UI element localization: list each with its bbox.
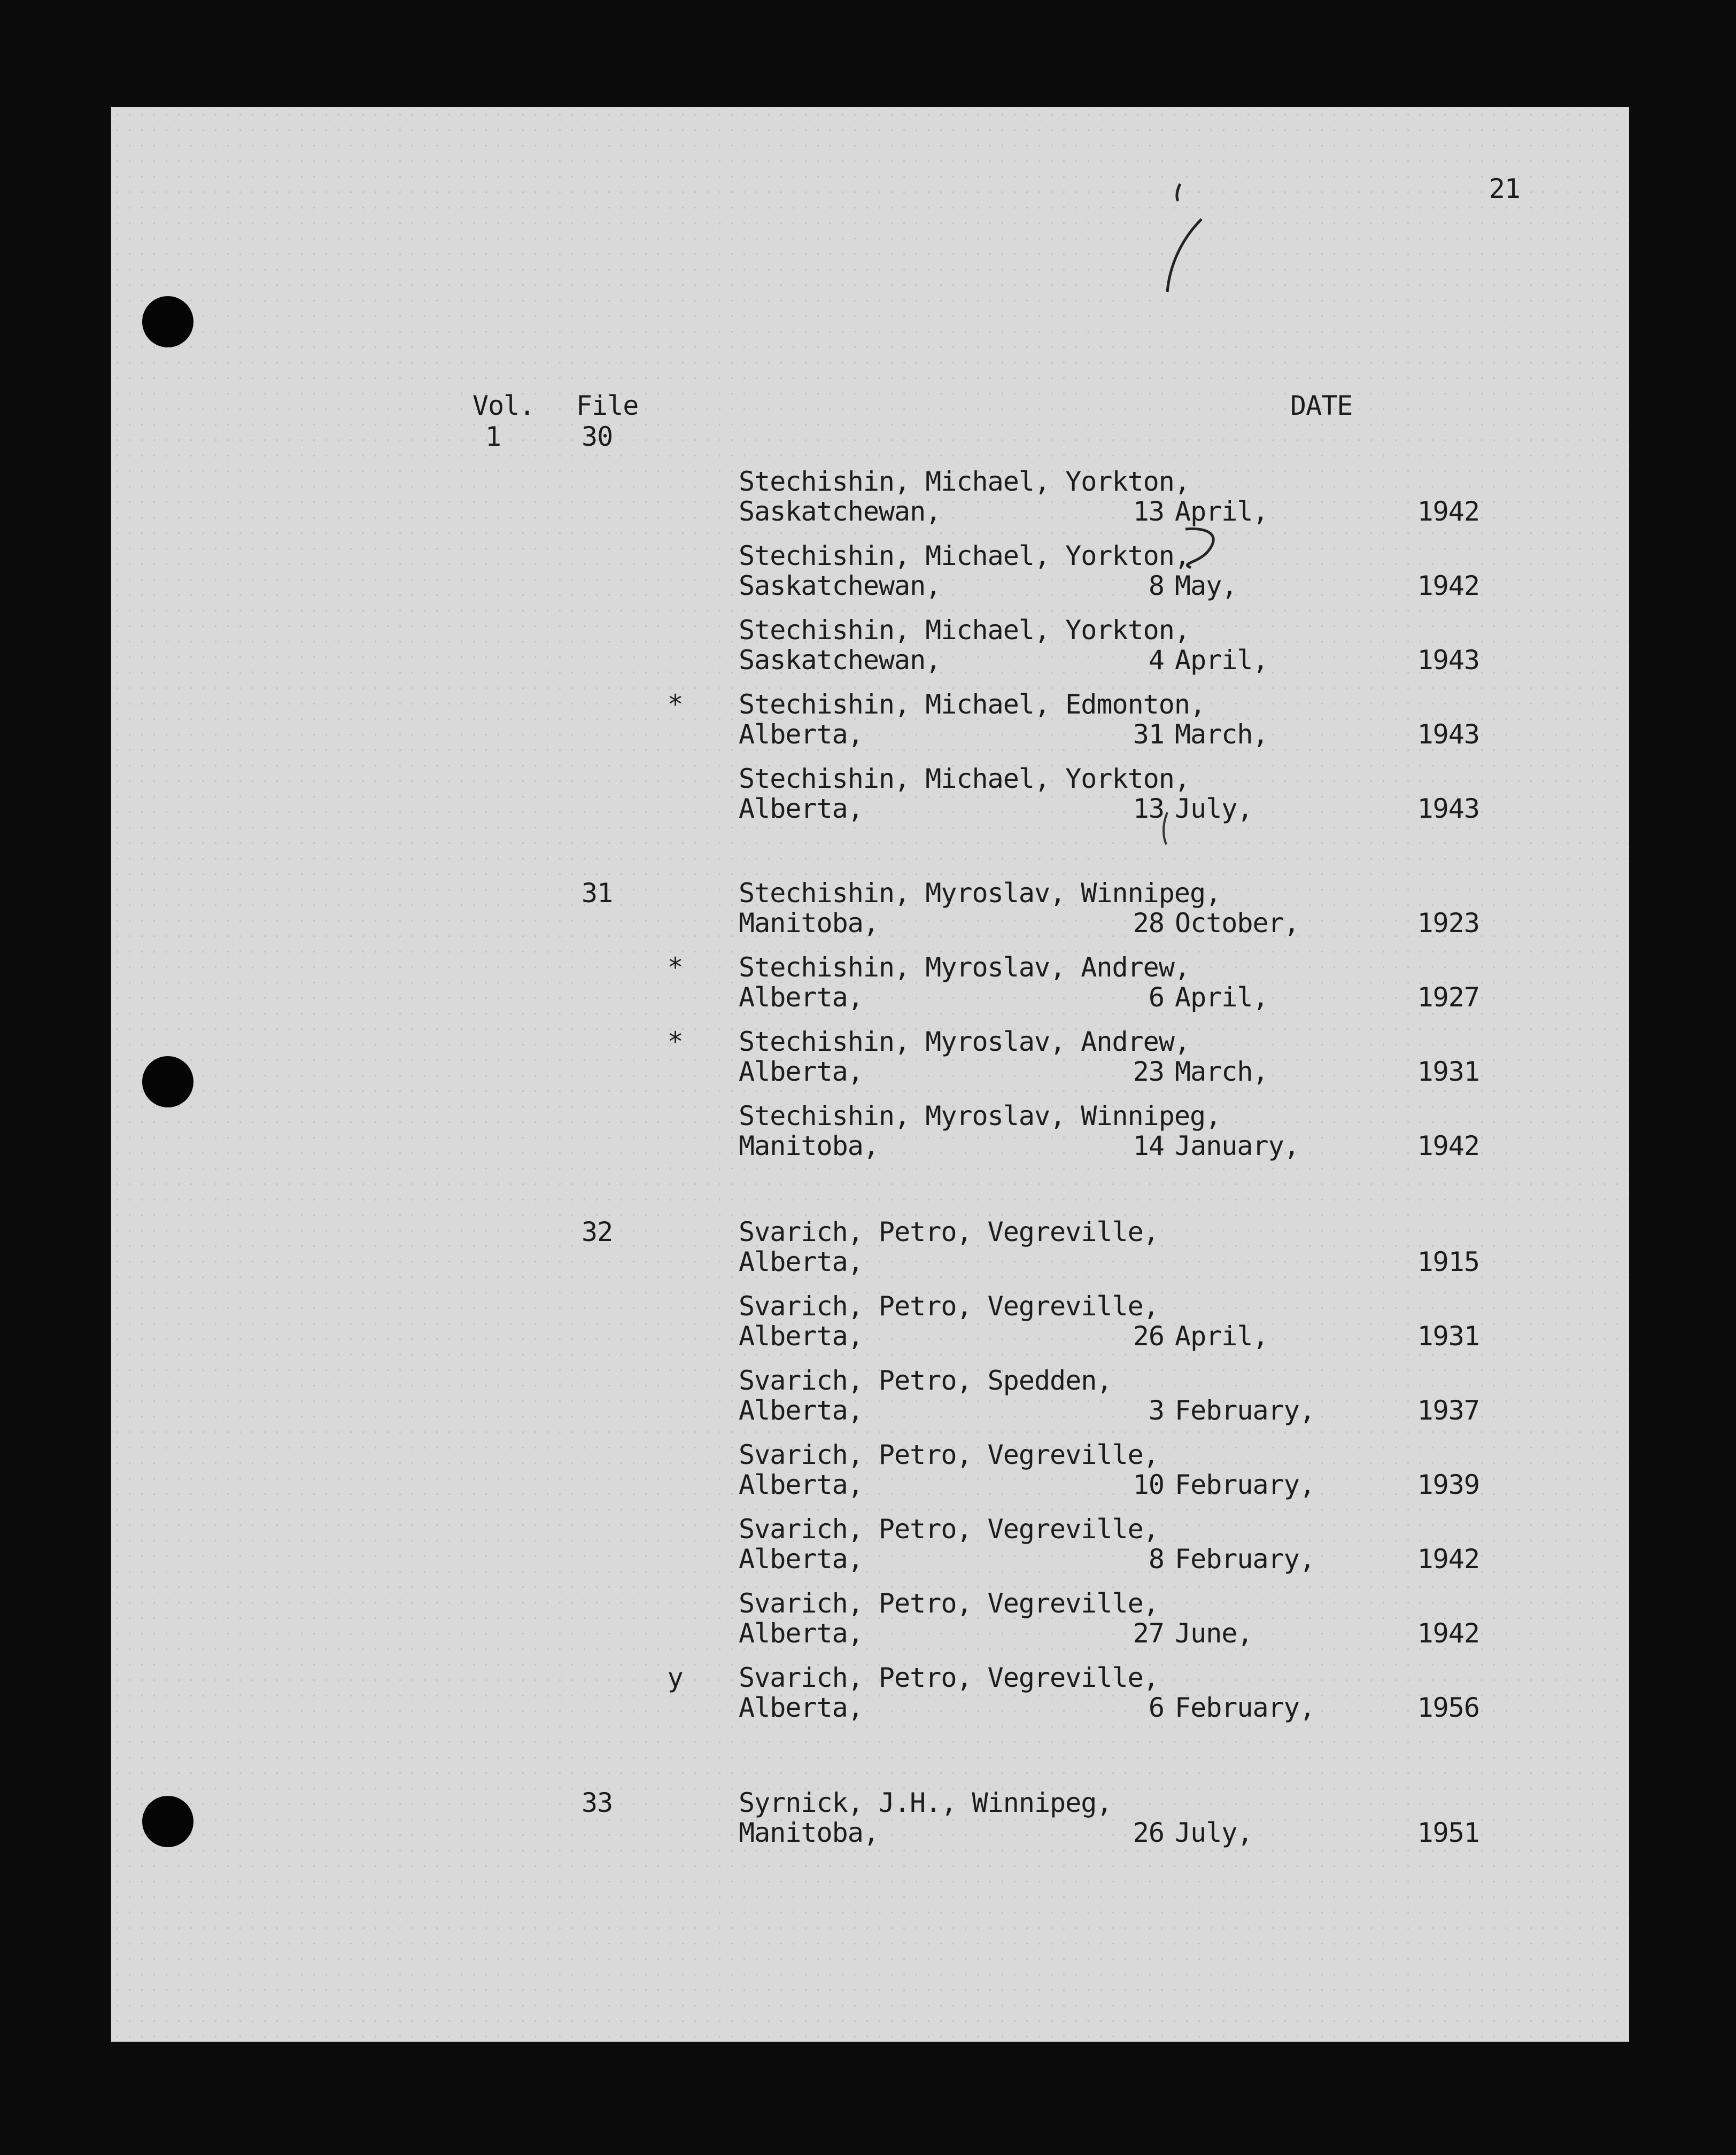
entry-year: 1942 [1417,570,1479,601]
entry-year: 1915 [1417,1246,1479,1277]
entry-month: March, [1175,719,1268,750]
file-number: 31 [582,878,613,909]
page-number: 21 [1489,173,1520,204]
entry-place-line: Alberta, [739,1618,863,1649]
entry-year: 1956 [1417,1692,1479,1723]
entry-day: 3 [1148,1395,1164,1426]
entry-day: 10 [1133,1469,1164,1500]
entry-name-line: Svarich, Petro, Vegreville, [739,1291,1159,1322]
entry-month: June, [1175,1618,1253,1649]
entry-month: April, [1175,1321,1268,1352]
entry-year: 1943 [1417,719,1479,750]
entry-month: May, [1175,570,1237,601]
file-number: 32 [582,1216,613,1247]
entry-month: April, [1175,982,1268,1013]
entry-year: 1942 [1417,1618,1479,1649]
date-header: DATE [1290,390,1353,421]
entry-month: July, [1175,793,1253,824]
entry-name-line: Stechishin, Michael, Yorkton, [739,615,1190,646]
entry-place-line: Saskatchewan, [739,496,941,527]
entry-place-line: Alberta, [739,793,863,824]
entry-year: 1923 [1417,908,1479,939]
punch-hole [142,296,193,347]
entry-place-line: Alberta, [739,719,863,750]
entry-name-line: Stechishin, Myroslav, Andrew, [739,952,1190,983]
entry-name-line: Stechishin, Michael, Yorkton, [739,763,1190,794]
entry-name-line: Stechishin, Myroslav, Andrew, [739,1026,1190,1057]
punch-hole [142,1796,193,1847]
entry-month: February, [1175,1692,1315,1723]
entry-name-line: Stechishin, Michael, Yorkton, [739,540,1190,571]
handwritten-mark [111,107,1629,2042]
entry-day: 13 [1133,496,1164,527]
punch-hole [142,1056,193,1107]
entry-place-line: Manitoba, [739,908,879,939]
volume-number: 1 [485,421,501,452]
entry-month: April, [1175,645,1268,676]
entry-year: 1951 [1417,1817,1479,1848]
entry-day: 4 [1148,645,1164,676]
entry-name-line: Svarich, Petro, Vegreville, [739,1514,1159,1545]
file-number: 30 [582,421,613,452]
entry-month: January, [1175,1130,1299,1161]
entry-month: February, [1175,1544,1315,1575]
entry-place-line: Manitoba, [739,1817,879,1848]
vol-header: Vol. [472,390,535,421]
entry-place-line: Alberta, [739,1056,863,1087]
entry-year: 1942 [1417,1130,1479,1161]
entry-mark: * [667,952,683,983]
entry-name-line: Stechishin, Myroslav, Winnipeg, [739,1100,1221,1131]
entry-month: October, [1175,908,1299,939]
entry-mark: * [667,689,683,720]
entry-place-line: Saskatchewan, [739,570,941,601]
entry-day: 8 [1148,1544,1164,1575]
file-number: 33 [582,1787,613,1818]
entry-mark: y [667,1662,683,1693]
entry-name-line: Stechishin, Michael, Yorkton, [739,466,1190,497]
entry-year: 1931 [1417,1056,1479,1087]
entry-month: July, [1175,1817,1253,1848]
file-header: File [576,390,639,421]
entry-day: 6 [1148,982,1164,1013]
entry-day: 28 [1133,908,1164,939]
entry-place-line: Alberta, [739,1321,863,1352]
entry-name-line: Svarich, Petro, Vegreville, [739,1216,1159,1247]
entry-place-line: Manitoba, [739,1130,879,1161]
entry-place-line: Alberta, [739,1469,863,1500]
entry-day: 6 [1148,1692,1164,1723]
entry-place-line: Alberta, [739,982,863,1013]
entry-day: 26 [1133,1321,1164,1352]
entry-year: 1927 [1417,982,1479,1013]
entry-month: February, [1175,1469,1315,1500]
entry-day: 8 [1148,570,1164,601]
entry-month: March, [1175,1056,1268,1087]
entry-name-line: Svarich, Petro, Spedden, [739,1365,1112,1396]
entry-name-line: Svarich, Petro, Vegreville, [739,1439,1159,1470]
entry-place-line: Alberta, [739,1544,863,1575]
entry-name-line: Svarich, Petro, Vegreville, [739,1662,1159,1693]
entry-year: 1943 [1417,793,1479,824]
entry-place-line: Alberta, [739,1246,863,1277]
entry-day: 26 [1133,1817,1164,1848]
entry-year: 1931 [1417,1321,1479,1352]
entry-day: 14 [1133,1130,1164,1161]
entry-place-line: Alberta, [739,1692,863,1723]
entry-day: 31 [1133,719,1164,750]
entry-day: 23 [1133,1056,1164,1087]
entry-day: 27 [1133,1618,1164,1649]
entry-name-line: Svarich, Petro, Vegreville, [739,1588,1159,1619]
document-page [111,107,1629,2042]
entry-year: 1942 [1417,1544,1479,1575]
entry-month: April, [1175,496,1268,527]
entry-year: 1943 [1417,645,1479,676]
entry-year: 1942 [1417,496,1479,527]
entry-name-line: Stechishin, Michael, Edmonton, [739,689,1206,720]
entry-day: 13 [1133,793,1164,824]
entry-name-line: Stechishin, Myroslav, Winnipeg, [739,878,1221,909]
entry-month: February, [1175,1395,1315,1426]
entry-year: 1937 [1417,1395,1479,1426]
entry-place-line: Alberta, [739,1395,863,1426]
entry-name-line: Syrnick, J.H., Winnipeg, [739,1787,1112,1818]
entry-mark: * [667,1026,683,1057]
entry-place-line: Saskatchewan, [739,645,941,676]
entry-year: 1939 [1417,1469,1479,1500]
